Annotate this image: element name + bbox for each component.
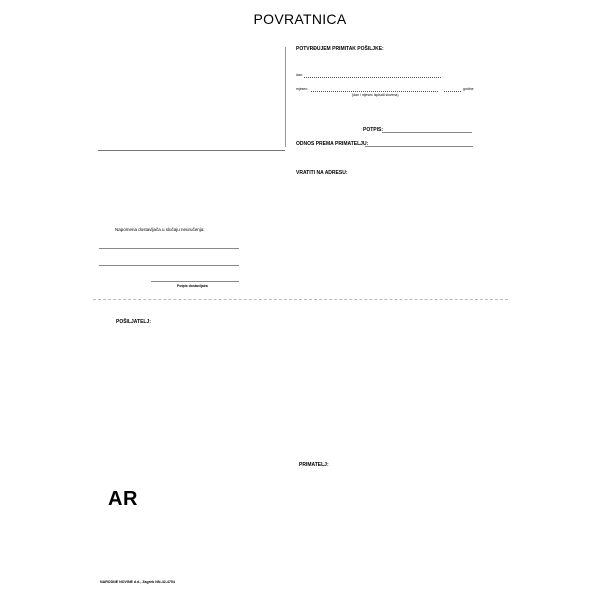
form-title: POVRATNICA — [253, 11, 347, 27]
signature-line[interactable] — [382, 132, 472, 133]
signature-label: POTPIS: — [363, 127, 384, 133]
place-label: mjesec: — [296, 87, 309, 91]
note-line-2[interactable] — [99, 265, 239, 266]
ar-badge: AR — [108, 488, 138, 510]
confirm-receipt-label: POTVRĐUJEM PRIMITAK POŠILJKE: — [296, 46, 384, 52]
date-label: dan: — [296, 73, 303, 77]
year-label: godine — [463, 87, 474, 91]
courier-note-label: Napomena dostavljača u slučaju neuručenja: — [115, 227, 205, 232]
date-line[interactable] — [304, 77, 441, 78]
horizontal-divider — [98, 150, 285, 151]
relation-line[interactable] — [365, 146, 473, 147]
date-caption: (dan i mjesec ispisati slovima) — [352, 93, 399, 97]
sender-label: POŠILJATELJ: — [116, 319, 151, 325]
relation-label: ODNOS PREMA PRIMATELJU: — [296, 141, 369, 147]
note-line-1[interactable] — [99, 248, 239, 249]
return-address-label: VRATITI NA ADRESU: — [296, 170, 348, 176]
place-line[interactable] — [311, 91, 438, 92]
vertical-divider — [285, 47, 286, 147]
recipient-label: PRIMATELJ: — [299, 462, 329, 468]
cut-line — [93, 299, 508, 300]
year-line[interactable] — [444, 91, 461, 92]
courier-signature-caption: Potpis dostavljača — [177, 284, 208, 288]
courier-signature-line[interactable] — [151, 281, 239, 282]
publisher-footer: NARODNE NOVINE d.d., Zagreb NN-42-4754 — [100, 580, 175, 584]
